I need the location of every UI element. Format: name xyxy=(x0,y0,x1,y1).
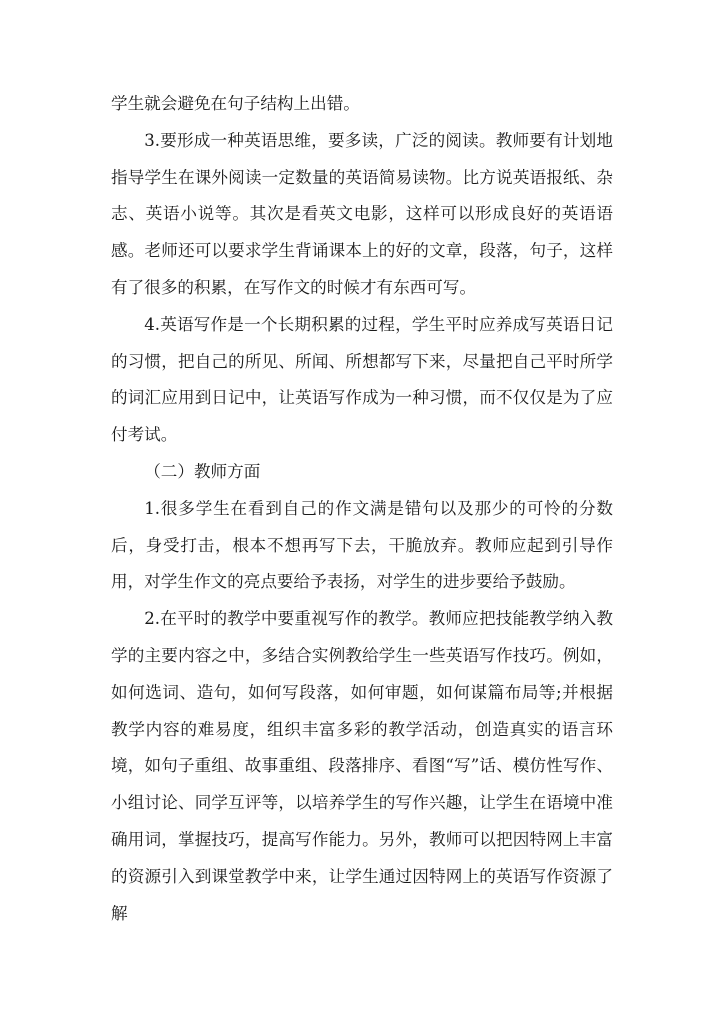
paragraph-student-point-3: 3.要形成一种英语思维，要多读，广泛的阅读。教师要有计划地指导学生在课外阅读一定数量的英语简易读物。比方说英语报纸、杂志、英语小说等。其次是看英文电影，这样可以形成良好的英语语感。老师还可以要求学生背诵课本上的好的文章，段落，句子，这样有了很多的积累，在写作文的时候才有东西可写。 xyxy=(111,130,613,297)
body-text xyxy=(111,86,613,932)
paragraph-teacher-point-2: 2.在平时的教学中要重视写作的教学。教师应把技能教学纳入教学的主要内容之中，多结合实例教给学生一些英语写作技巧。例如，如何选词、造句，如何写段落，如何审题，如何谋篇布局等;并根据教学内容的难易度，组织丰富多彩的教学活动，创造真实的语言环境，如句子重组、故事重组、段落排序、看图“写”话、模仿性写作、小组讨论、同学互评等，以培养学生的写作兴趣，让学生在语境中准确用词，掌握技巧，提高写作能力。另外，教师可以把因特网上丰富的资源引入到课堂教学中来，让学生通过因特网上的英语写作资源了解 xyxy=(111,609,613,923)
paragraph-teacher-point-1: 1.很多学生在看到自己的作文满是错句以及那少的可怜的分数后，身受打击，根本不想再写下去，干脆放弃。教师应起到引导作用，对学生作文的亮点要给予表扬，对学生的进步要给予鼓励。 xyxy=(111,498,613,592)
paragraph-student-point-4: 4.英语写作是一个长期积累的过程，学生平时应养成写英语日记的习惯，把自己的所见、所闻、所想都写下来，尽量把自己平时所学的词汇应用到日记中，让英语写作成为一种习惯，而不仅仅是为了应付考试。 xyxy=(111,314,613,445)
paragraph-continuation: 学生就会避免在句子结构上出错。 xyxy=(111,94,360,113)
section-heading-teacher: （二）教师方面 xyxy=(144,461,261,481)
